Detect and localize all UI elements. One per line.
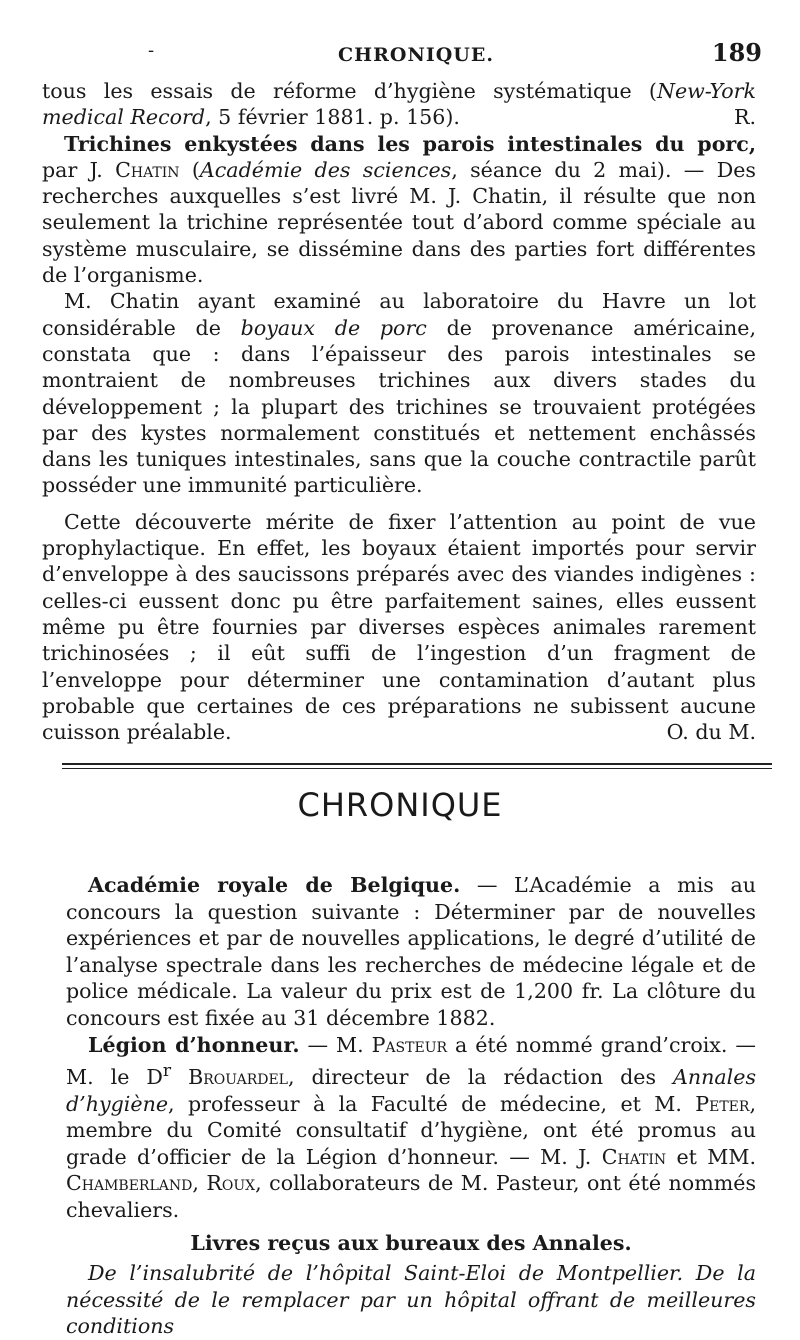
section-rule-bottom — [62, 768, 772, 769]
running-head — [62, 38, 770, 68]
p3-a: M. Chatin ayant examiné au laboratoire du Havre un lot considérable de — [42, 289, 756, 340]
p2-rest: , séance du 2 mai). — Des recherches auxquelles s’est livré M. J. Chatin, il résulte que non seulement la trichine représentée tout d’abord comme spéciale au système musculaire, se dissémine dans des parties fort différentes de l’organisme. — [42, 157, 756, 288]
a2-sup: r — [162, 1061, 172, 1082]
a2-t5: , professeur à la Faculté de médecine, et M. — [168, 1091, 696, 1116]
name-roux: Roux — [206, 1171, 256, 1196]
a1-title: Académie royale de Belgique. — [88, 873, 461, 897]
p2-by: par J. — [42, 157, 116, 182]
p2-author: Chatin — [115, 157, 180, 182]
name-chatin: Chatin — [601, 1144, 667, 1169]
a2-t7: et MM. — [666, 1144, 756, 1169]
p1-tail: , 5 février 1881. p. 156). — [205, 105, 460, 130]
a2-t9: , collaborateurs de M. Pasteur, ont été nommés chevaliers. — [66, 1171, 757, 1222]
books-heading: Livres reçus aux bureaux des Annales. — [190, 1230, 632, 1255]
section1-body — [42, 78, 756, 745]
paragraph-decouverte — [42, 509, 756, 746]
paragraph-trichines — [42, 131, 756, 289]
name-brouardel: Brouardel — [188, 1065, 288, 1090]
paragraph-academie — [66, 872, 756, 1032]
paragraph-chatin — [42, 288, 756, 498]
a1-text: — L’Académie a mis au concours la question suivante : Déterminer par de nouvelles expériences et par de nouvelles applications, le degré d’utilité de l’analyse spectrale dans les recherches de médecine légale et de police médicale. La valeur du prix est de 1,200 fr. La clôture du concours est fixée au 31 décembre 1882. — [66, 873, 756, 1030]
running-title: CHRONIQUE. — [338, 44, 494, 66]
a2-t4: , directeur de la rédaction des — [287, 1065, 673, 1090]
p2-title: Trichines enkystées dans les parois intestinales du porc, — [64, 131, 756, 156]
header-dash: - — [148, 40, 155, 61]
p2-open: ( — [179, 157, 200, 182]
a2-t8: , — [192, 1171, 207, 1196]
p1-text: tous les essais de réforme d’hygiène systématique ( — [42, 79, 657, 103]
p4-text: Cette découverte mérite de fixer l’attention au point de vue prophylactique. En effet, les boyaux étaient importés pour servir d’enveloppe à des saucissons préparés avec des viandes indigènes : celles-ci eussent donc pu être parfaitement saines, elles eussent même pu être fournies par diverses espèces animales rarement trichinosées ; il eût suffi de l’ingestion d’un fragment de l’enveloppe pour déterminer une contamination d’autant plus probable que certaines de ces préparations ne subissent aucune cuisson préalable. — [42, 509, 756, 745]
page-number: 189 — [711, 38, 762, 67]
section-title: CHRONIQUE — [297, 786, 503, 824]
a2-t2: a été nommé grand’croix. — M. le D — [66, 1032, 756, 1090]
paragraph-legion — [66, 1032, 756, 1224]
paragraph-continuation — [42, 78, 756, 131]
section2-body — [66, 872, 756, 1340]
p3-b: de provenance américaine, constata que : dans l’épaisseur des parois intestinales se montraient de nombreuses trichines aux divers stades du développement ; la plupart des trichines se trouvaient protégées par des kystes normalement constitués et nettement enchâssés dans les tuniques intestinales, sans que la couche contractile parût posséder une immunité particulière. — [42, 315, 757, 498]
a2-t3 — [171, 1065, 188, 1089]
a2-t1: — M. — [299, 1032, 372, 1057]
p1-source: New-York medical Record — [42, 79, 756, 130]
a2-annales: Annales d’hygiène — [66, 1065, 757, 1116]
book-entry: De l’insalubrité de l’hôpital Saint-Eloi de Montpellier. De la nécessité de le remplacer par un hôpital offrant de meilleures conditions — [66, 1261, 756, 1339]
a2-t6: , membre du Comité consultatif d’hygiène, ont été promus au grade d’officier de la Légion d’honneur. — M. J. — [66, 1091, 756, 1169]
p2-source: Académie des sciences — [199, 157, 452, 182]
name-pasteur: Pasteur — [371, 1032, 448, 1057]
name-chamberland: Chamberland — [66, 1171, 193, 1196]
p4-signature: O. du M. — [666, 720, 756, 745]
section-rule-top — [62, 763, 772, 765]
p3-italic: boyaux de porc — [240, 315, 427, 340]
p1-signature: R. — [733, 105, 756, 130]
a2-title: Légion d’honneur. — [88, 1032, 300, 1057]
name-peter: Peter — [695, 1091, 750, 1116]
